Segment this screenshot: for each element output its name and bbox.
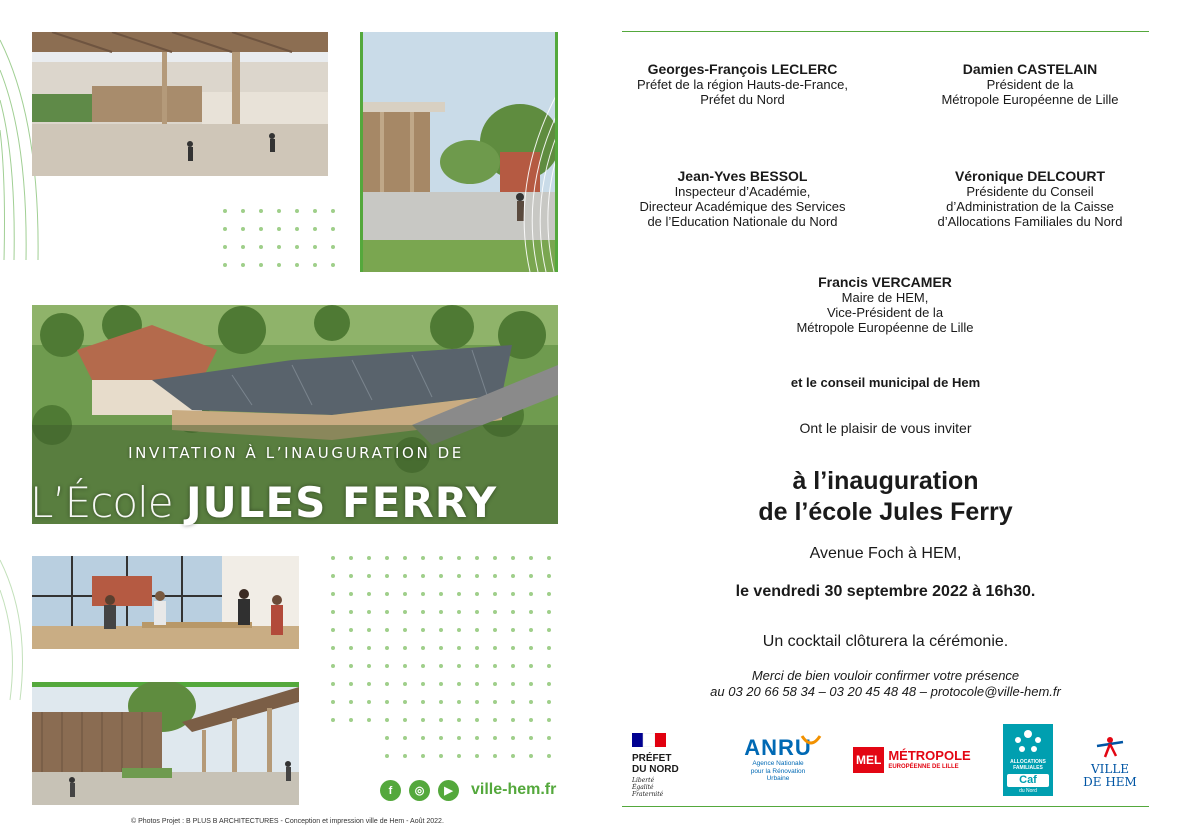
mel-logo [853,745,975,775]
headline [622,466,1149,528]
signatory-name: Damien CASTELAIN [962,61,1098,77]
top-rule [622,31,1149,32]
caf-logo [1003,724,1053,796]
youtube-icon[interactable]: ▶ [438,780,459,801]
school-title [30,478,558,527]
signatory-title: d’Allocations Familiales du Nord [937,214,1123,229]
mel-l2: EUROPÉENNE DE LILLE [888,764,959,770]
anru-logo [728,736,828,796]
signatory-title: Préfet de la région Hauts-de-France, [637,77,848,92]
bottom-rule [622,806,1149,807]
caf-l3: Caf [1007,774,1049,787]
website-link[interactable]: ville-hem.fr [471,781,557,798]
council-line: et le conseil municipal de Hem [790,375,981,390]
prefet-logo [632,733,702,799]
hem-l2: DE HEM [1083,775,1137,789]
prefet-logo-l1: PRÉFET [632,753,672,764]
signatory-name: Véronique DELCOURT [954,168,1106,184]
anru-arc-icon [800,734,822,748]
marianne-flag-icon [632,733,666,747]
signatory-title: Préfet du Nord [700,92,785,107]
mel-l1: MÉTROPOLE [888,748,971,763]
caf-family-icon [1011,728,1045,754]
signatory-name: Georges-François LECLERC [647,61,838,77]
signatory-title: Métropole Européenne de Lille [941,92,1119,107]
signatory-mel [895,62,1165,107]
photo-canopy [360,32,558,272]
signatory-maire [745,275,1025,335]
anru-l1: Agence Nationale [752,760,804,767]
prefet-logo-l2: DU NORD [632,764,679,775]
signatory-prefet [600,62,885,107]
headline-line-1: à l’inauguration [792,467,979,495]
signatory-title: Directeur Académique des Services [639,199,846,214]
hem-logo [1080,736,1140,790]
cocktail-note: Un cocktail clôturera la cérémonie. [762,633,1009,650]
left-page [0,0,590,838]
rsvp-line-2: au 03 20 66 58 34 – 03 20 45 48 48 – protocole@ville-hem.fr [710,684,1061,699]
invitation-heading: INVITATION À L’INAUGURATION DE [128,444,464,462]
photo-credits: © Photos Projet : B PLUS B ARCHITECTURES - Conception et impression ville de Hem - Août 2022. [131,818,444,825]
caf-l1: ALLOCATIONS [1010,759,1046,765]
green-edge [555,32,558,272]
signatory-title: Inspecteur d’Académie, [674,184,811,199]
green-edge [360,32,363,272]
signatory-title: de l’Education Nationale du Nord [647,214,838,229]
caf-l2: FAMILIALES [1013,765,1043,771]
motto-2: Égalité [632,784,654,791]
dot-grid [222,208,342,278]
photo-building [32,682,299,805]
facebook-icon[interactable]: f [380,780,401,801]
signatory-caf [895,169,1165,229]
dot-grid [330,555,560,765]
school-title-prefix: L’École [30,478,173,527]
signatory-name: Jean-Yves BESSOL [677,168,808,184]
event-date: le vendredi 30 septembre 2022 à 16h30. [735,583,1036,600]
signatory-title: Vice-Président de la [826,305,944,320]
signatory-title: d’Administration de la Caisse [946,199,1114,214]
signatory-name: Francis VERCAMER [818,274,952,290]
invite-line: Ont le plaisir de vous inviter [799,420,972,436]
signatory-title: Présidente du Conseil [966,184,1094,199]
address: Avenue Foch à HEM, [809,545,962,562]
anru-wordmark: ANRU [744,735,812,760]
signatory-academie [600,169,885,229]
anru-l3: Urbaine [766,775,790,782]
hem-figure-icon [1093,736,1127,758]
rsvp [622,668,1149,700]
headline-line-2: de l’école Jules Ferry [758,498,1013,526]
mel-abbr: MEL [853,747,884,773]
signatory-title: Président de la [986,77,1074,92]
motto-1: Liberté [632,777,655,784]
motto-3: Fraternité [632,791,664,798]
instagram-icon[interactable]: ◎ [409,780,430,801]
photo-courtyard [32,32,328,176]
hem-l1: VILLE [1090,762,1130,776]
motto [632,777,702,798]
school-title-name: JULES FERRY [185,478,498,527]
photo-classroom [32,556,299,649]
rsvp-line-1: Merci de bien vouloir confirmer votre présence [751,668,1020,683]
anru-l2: pour la Rénovation [750,767,806,775]
mel-text [888,749,970,771]
signatory-title: Maire de HEM, [841,290,929,305]
signatory-title: Métropole Européenne de Lille [796,320,974,335]
caf-l4: du Nord [1019,788,1037,794]
